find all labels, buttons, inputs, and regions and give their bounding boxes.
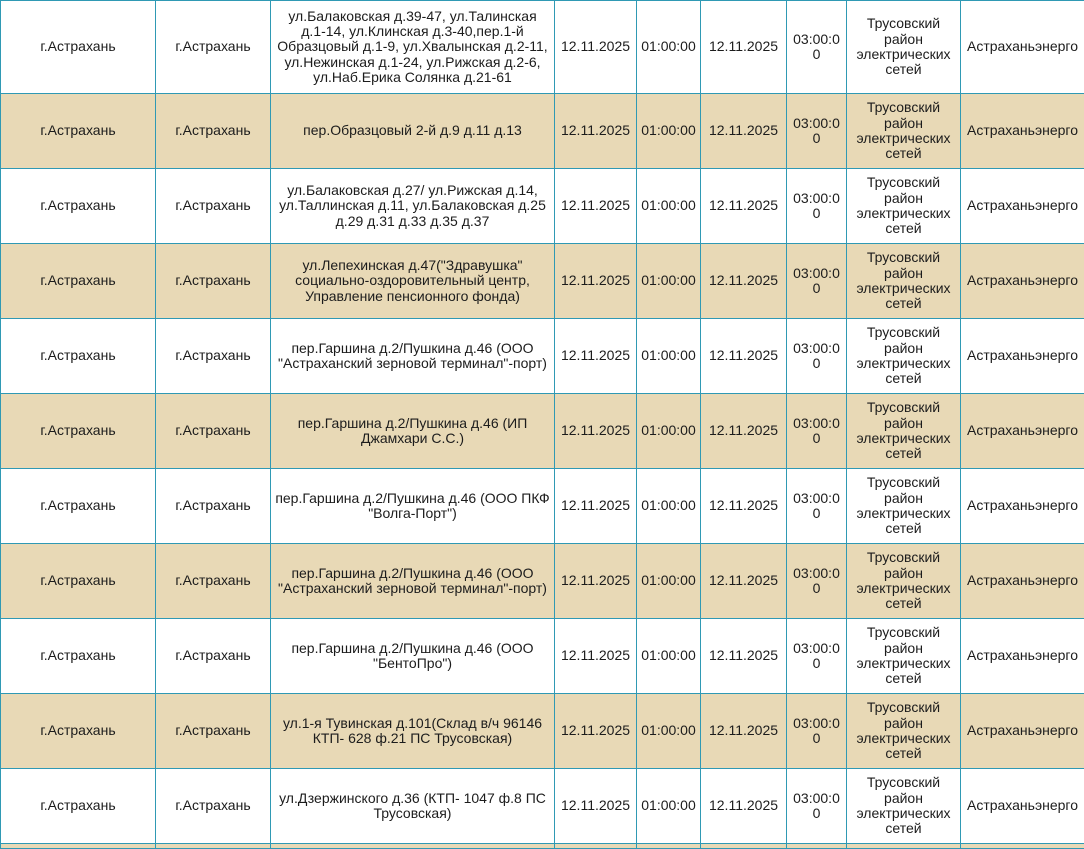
cell-network-district: Трусовский район электрических сетей bbox=[847, 544, 961, 619]
table-row bbox=[1, 619, 1084, 694]
cell-city: г.Астрахань bbox=[156, 1, 271, 94]
cell-start-time: 01:00:00 bbox=[637, 469, 701, 544]
cell-city: г.Астрахань bbox=[156, 319, 271, 394]
cell-end-time: 03:00:00 bbox=[787, 769, 847, 844]
cell-end-time: 03:00:00 bbox=[787, 244, 847, 319]
table-row bbox=[1, 394, 1084, 469]
cell-network-district: Трусовский район электрических сетей bbox=[847, 619, 961, 694]
cell-partial bbox=[787, 844, 847, 849]
cell-addresses: пер.Гаршина д.2/Пушкина д.46 (ООО "Астраханский зерновой терминал"-порт) bbox=[271, 319, 555, 394]
cell-company: Астраханьэнерго bbox=[961, 169, 1084, 244]
table-row bbox=[1, 244, 1084, 319]
cell-end-time: 03:00:00 bbox=[787, 94, 847, 169]
cell-start-time: 01:00:00 bbox=[637, 619, 701, 694]
table-body bbox=[1, 1, 1084, 849]
cell-addresses: пер.Гаршина д.2/Пушкина д.46 (ООО ПКФ "Волга-Порт") bbox=[271, 469, 555, 544]
cell-region: г.Астрахань bbox=[1, 619, 156, 694]
table-row bbox=[1, 469, 1084, 544]
cell-city: г.Астрахань bbox=[156, 244, 271, 319]
table-row bbox=[1, 769, 1084, 844]
cell-city: г.Астрахань bbox=[156, 769, 271, 844]
cell-end-time: 03:00:00 bbox=[787, 319, 847, 394]
cell-partial bbox=[961, 844, 1084, 849]
cell-start-time: 01:00:00 bbox=[637, 694, 701, 769]
cell-partial bbox=[156, 844, 271, 849]
cell-start-time: 01:00:00 bbox=[637, 94, 701, 169]
cell-region: г.Астрахань bbox=[1, 544, 156, 619]
cell-start-date: 12.11.2025 bbox=[555, 244, 637, 319]
cell-start-date: 12.11.2025 bbox=[555, 94, 637, 169]
cell-city: г.Астрахань bbox=[156, 619, 271, 694]
cell-addresses: ул.Дзержинского д.36 (КТП- 1047 ф.8 ПС Трусовская) bbox=[271, 769, 555, 844]
cell-end-time: 03:00:00 bbox=[787, 694, 847, 769]
cell-city: г.Астрахань bbox=[156, 694, 271, 769]
cell-start-date: 12.11.2025 bbox=[555, 619, 637, 694]
cell-partial bbox=[847, 844, 961, 849]
cell-end-time: 03:00:00 bbox=[787, 169, 847, 244]
cell-addresses: ул.Балаковская д.39-47, ул.Талинская д.1-14, ул.Клинская д.3-40,пер.1-й Образцовый д.1-9, ул.Хвалынская д.2-11, ул.Нежинская д.1-24, ул.Рижская д.2-6, ул.Наб.Ерика Солянка д.21-61 bbox=[271, 1, 555, 94]
cell-company: Астраханьэнерго bbox=[961, 469, 1084, 544]
cell-end-date: 12.11.2025 bbox=[701, 544, 787, 619]
cell-end-date: 12.11.2025 bbox=[701, 319, 787, 394]
cell-city: г.Астрахань bbox=[156, 394, 271, 469]
cell-end-time: 03:00:00 bbox=[787, 619, 847, 694]
cell-end-time: 03:00:00 bbox=[787, 394, 847, 469]
cell-addresses: пер.Гаршина д.2/Пушкина д.46 (ООО "Астраханский зерновой терминал"-порт) bbox=[271, 544, 555, 619]
table-row bbox=[1, 169, 1084, 244]
cell-end-date: 12.11.2025 bbox=[701, 469, 787, 544]
cell-region: г.Астрахань bbox=[1, 94, 156, 169]
cell-end-date: 12.11.2025 bbox=[701, 394, 787, 469]
cell-company: Астраханьэнерго bbox=[961, 244, 1084, 319]
cell-partial bbox=[271, 844, 555, 849]
cell-city: г.Астрахань bbox=[156, 94, 271, 169]
cell-network-district: Трусовский район электрических сетей bbox=[847, 769, 961, 844]
cell-network-district: Трусовский район электрических сетей bbox=[847, 694, 961, 769]
cell-end-time: 03:00:00 bbox=[787, 469, 847, 544]
cell-start-date: 12.11.2025 bbox=[555, 169, 637, 244]
cell-network-district: Трусовский район электрических сетей bbox=[847, 244, 961, 319]
cell-addresses: пер.Гаршина д.2/Пушкина д.46 (ООО "БентоПро") bbox=[271, 619, 555, 694]
cell-start-time: 01:00:00 bbox=[637, 544, 701, 619]
cell-start-date: 12.11.2025 bbox=[555, 394, 637, 469]
cell-end-time: 03:00:00 bbox=[787, 1, 847, 94]
cell-start-time: 01:00:00 bbox=[637, 244, 701, 319]
table-row-partial bbox=[1, 844, 1084, 849]
cell-partial bbox=[1, 844, 156, 849]
cell-start-time: 01:00:00 bbox=[637, 769, 701, 844]
cell-addresses: пер.Образцовый 2-й д.9 д.11 д.13 bbox=[271, 94, 555, 169]
cell-partial bbox=[555, 844, 637, 849]
cell-company: Астраханьэнерго bbox=[961, 319, 1084, 394]
cell-region: г.Астрахань bbox=[1, 394, 156, 469]
cell-partial bbox=[637, 844, 701, 849]
cell-region: г.Астрахань bbox=[1, 469, 156, 544]
cell-start-date: 12.11.2025 bbox=[555, 319, 637, 394]
cell-company: Астраханьэнерго bbox=[961, 94, 1084, 169]
cell-city: г.Астрахань bbox=[156, 469, 271, 544]
cell-network-district: Трусовский район электрических сетей bbox=[847, 394, 961, 469]
cell-region: г.Астрахань bbox=[1, 1, 156, 94]
table-row bbox=[1, 544, 1084, 619]
cell-start-time: 01:00:00 bbox=[637, 319, 701, 394]
cell-addresses: ул.Лепехинская д.47("Здравушка" социально-оздоровительный центр, Управление пенсионного фонда) bbox=[271, 244, 555, 319]
cell-city: г.Астрахань bbox=[156, 169, 271, 244]
cell-end-date: 12.11.2025 bbox=[701, 1, 787, 94]
table-row bbox=[1, 1, 1084, 94]
cell-network-district: Трусовский район электрических сетей bbox=[847, 319, 961, 394]
cell-start-time: 01:00:00 bbox=[637, 1, 701, 94]
cell-company: Астраханьэнерго bbox=[961, 544, 1084, 619]
cell-end-date: 12.11.2025 bbox=[701, 94, 787, 169]
table-row bbox=[1, 319, 1084, 394]
cell-end-time: 03:00:00 bbox=[787, 544, 847, 619]
cell-region: г.Астрахань bbox=[1, 319, 156, 394]
cell-network-district: Трусовский район электрических сетей bbox=[847, 469, 961, 544]
cell-network-district: Трусовский район электрических сетей bbox=[847, 169, 961, 244]
cell-end-date: 12.11.2025 bbox=[701, 619, 787, 694]
cell-start-date: 12.11.2025 bbox=[555, 694, 637, 769]
cell-company: Астраханьэнерго bbox=[961, 394, 1084, 469]
cell-city: г.Астрахань bbox=[156, 544, 271, 619]
cell-start-time: 01:00:00 bbox=[637, 169, 701, 244]
cell-start-date: 12.11.2025 bbox=[555, 1, 637, 94]
cell-start-date: 12.11.2025 bbox=[555, 544, 637, 619]
table-row bbox=[1, 94, 1084, 169]
cell-partial bbox=[701, 844, 787, 849]
cell-region: г.Астрахань bbox=[1, 769, 156, 844]
cell-company: Астраханьэнерго bbox=[961, 769, 1084, 844]
cell-addresses: ул.Балаковская д.27/ ул.Рижская д.14, ул.Таллинская д.11, ул.Балаковская д.25 д.29 д.31 д.33 д.35 д.37 bbox=[271, 169, 555, 244]
cell-end-date: 12.11.2025 bbox=[701, 244, 787, 319]
cell-addresses: пер.Гаршина д.2/Пушкина д.46 (ИП Джамхари С.С.) bbox=[271, 394, 555, 469]
cell-network-district: Трусовский район электрических сетей bbox=[847, 1, 961, 94]
cell-end-date: 12.11.2025 bbox=[701, 169, 787, 244]
cell-end-date: 12.11.2025 bbox=[701, 694, 787, 769]
cell-end-date: 12.11.2025 bbox=[701, 769, 787, 844]
cell-addresses: ул.1-я Тувинская д.101(Склад в/ч 96146 КТП- 628 ф.21 ПС Трусовская) bbox=[271, 694, 555, 769]
cell-region: г.Астрахань bbox=[1, 169, 156, 244]
cell-company: Астраханьэнерго bbox=[961, 694, 1084, 769]
cell-start-date: 12.11.2025 bbox=[555, 769, 637, 844]
cell-start-date: 12.11.2025 bbox=[555, 469, 637, 544]
cell-start-time: 01:00:00 bbox=[637, 394, 701, 469]
cell-network-district: Трусовский район электрических сетей bbox=[847, 94, 961, 169]
cell-region: г.Астрахань bbox=[1, 244, 156, 319]
cell-region: г.Астрахань bbox=[1, 694, 156, 769]
cell-company: Астраханьэнерго bbox=[961, 1, 1084, 94]
table-row bbox=[1, 694, 1084, 769]
cell-company: Астраханьэнерго bbox=[961, 619, 1084, 694]
